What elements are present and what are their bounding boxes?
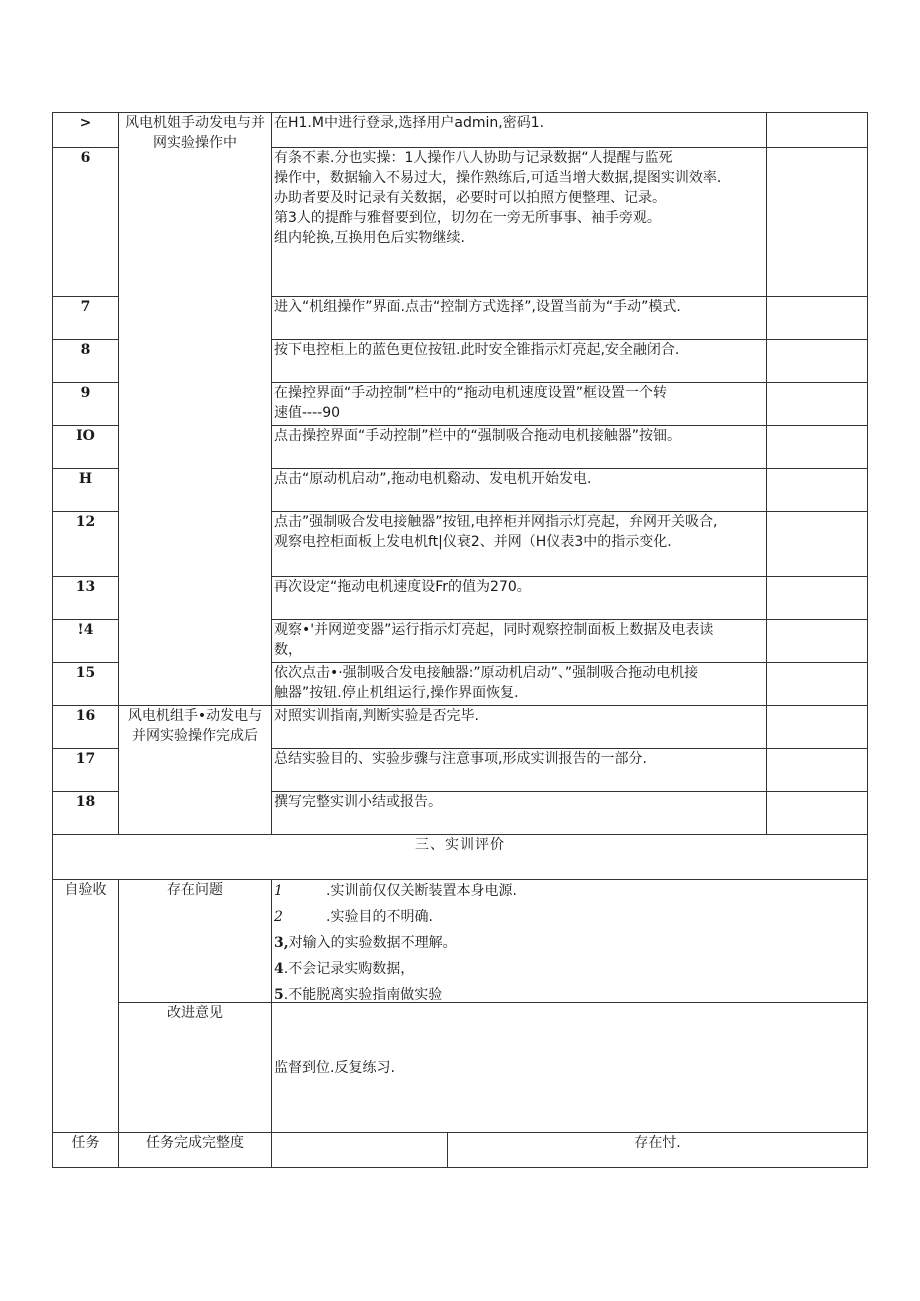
step-number: 13 — [53, 577, 119, 620]
problem-item — [274, 880, 865, 906]
remark-cell — [767, 792, 868, 835]
stage-text: 风电机组手•动发电与并网实验操作完成后 — [127, 708, 263, 744]
remark-cell — [767, 113, 868, 148]
problem-text: .实验目的不明确. — [326, 909, 433, 925]
step-number: 16 — [53, 706, 119, 749]
problem-text: 对输入的实验数据不理解。 — [288, 935, 457, 951]
remark-cell — [767, 620, 868, 663]
step-line: 第3人的提酢与雅督要到位，切勿在一旁无所事事、袖手旁观。 — [274, 210, 661, 226]
remark-cell — [767, 297, 868, 340]
exist-label: 存在忖. — [448, 1133, 868, 1168]
step-number: 7 — [53, 297, 119, 340]
advice-text: 监督到位.反复练习. — [274, 1059, 395, 1076]
remark-cell — [767, 706, 868, 749]
step-line: 观察•'并网逆变器”运行指示灯亮起，同时观察控制面板上数据及电表读 — [274, 622, 714, 638]
problems-list — [272, 880, 868, 1003]
remark-cell — [767, 340, 868, 383]
step-number: 8 — [53, 340, 119, 383]
step-line: 对照实训指南,判断实验是否完毕. — [274, 708, 479, 724]
step-line: 操作中，数据输入不易过大，操作熟练后,可适当增大数据,提图实训效率. — [274, 170, 722, 186]
step-content — [272, 663, 767, 706]
problem-text: .不会记录实购数据， — [283, 961, 415, 977]
section-row — [53, 835, 868, 880]
problem-text: .不能脱离实验指南做实验 — [283, 987, 443, 1003]
step-number: > — [53, 113, 119, 148]
step-number: 12 — [53, 512, 119, 577]
step-content — [272, 620, 767, 663]
problem-text: .实训前仅仅关断装置本身电源. — [326, 883, 517, 899]
step-content — [272, 706, 767, 749]
step-content — [272, 383, 767, 426]
step-number: 18 — [53, 792, 119, 835]
stage-label-operation — [119, 113, 272, 706]
step-line: 办助者要及时记录有关数据，必要时可以拍照方便整理、记录。 — [274, 190, 666, 206]
step-row — [53, 113, 868, 148]
training-table — [52, 112, 868, 1168]
step-content — [272, 792, 767, 835]
step-content — [272, 340, 767, 383]
completion-value-cell — [272, 1133, 448, 1168]
step-line: 按下电控柜上的蓝色更位按钮.此时安全锥指示灯亮起,安全融闭合. — [274, 342, 680, 358]
step-line: 点击操控界面“手动控制”栏中的“强制吸合拖动电机接触器”按钿。 — [274, 428, 682, 444]
section-title: 三、实训评价 — [53, 835, 868, 880]
advice-content — [272, 1003, 868, 1133]
advice-row — [53, 1003, 868, 1133]
remark-cell — [767, 577, 868, 620]
footer-row — [53, 1133, 868, 1168]
completion-label: 任务完成完整度 — [119, 1133, 272, 1168]
problem-number: 2 — [274, 909, 283, 925]
step-number: 15 — [53, 663, 119, 706]
remark-cell — [767, 512, 868, 577]
step-line: 进入“机组操作”界面.点击“控制方式选择”,设置当前为“手动”模式. — [274, 299, 681, 315]
remark-cell — [767, 148, 868, 297]
step-line: 在H1.M中进行登录,选择用户admin,密码1. — [274, 115, 545, 131]
step-content — [272, 512, 767, 577]
step-number: H — [53, 469, 119, 512]
step-line: 依次点击•·强制吸合发电接触器:”原动机启动”、”强制吸合拖动电机接 — [274, 665, 699, 681]
step-content — [272, 749, 767, 792]
step-number: !4 — [53, 620, 119, 663]
step-row — [53, 706, 868, 749]
problem-number: 3, — [274, 935, 289, 951]
step-line: 撰写完整实训小结或报告。 — [274, 794, 442, 810]
stage-label-after — [119, 706, 272, 835]
problem-item — [274, 958, 865, 984]
step-line: 数， — [274, 642, 302, 658]
self-check-label: 自验收 — [53, 880, 119, 1133]
step-number: 6 — [53, 148, 119, 297]
step-line: 触器”按钮.停止机组运行,操作界面恢复. — [274, 685, 519, 701]
step-line: 有条不素.分也实操：1人操作八人协助与记录数据“人提醒与监死 — [274, 150, 673, 166]
problems-row — [53, 880, 868, 1003]
step-number: 9 — [53, 383, 119, 426]
step-line: 点击”强制吸合发电接触器”按钮,电捽柜并网指示灯亮起，弁网开关吸合, — [274, 514, 718, 530]
remark-cell — [767, 469, 868, 512]
step-line: 观察电控柜面板上发电机ft|仪衰2、并网（H仪表3中的指示变化. — [274, 534, 672, 550]
step-content — [272, 148, 767, 297]
step-line: 再次设定“拖动电机速度设Fr的值为270。 — [274, 579, 531, 595]
remark-cell — [767, 383, 868, 426]
problem-number: 4 — [274, 961, 284, 977]
remark-cell — [767, 663, 868, 706]
step-line: 总结实验目的、实验步骤与注意事项,形成实训报告的一部分. — [274, 751, 647, 767]
problem-item — [274, 906, 865, 932]
step-line: 在操控界面“手动控制”栏中的“拖动电机速度设置”框设置一个转 — [274, 385, 668, 401]
step-content — [272, 113, 767, 148]
problems-label: 存在问题 — [119, 880, 272, 1003]
step-content — [272, 577, 767, 620]
step-number: IO — [53, 426, 119, 469]
advice-label: 改进意见 — [119, 1003, 272, 1133]
task-label: 任务 — [53, 1133, 119, 1168]
remark-cell — [767, 426, 868, 469]
step-content — [272, 297, 767, 340]
problem-item — [274, 932, 865, 958]
step-content — [272, 426, 767, 469]
step-line: 点击“原动机启动”,拖动电机谿动、发电机开始发电. — [274, 471, 592, 487]
stage-text: 风电机姐手动发电与并网实验操作中 — [125, 115, 265, 151]
step-line: 速值----90 — [274, 405, 341, 421]
remark-cell — [767, 749, 868, 792]
problem-number: 5 — [274, 987, 284, 1003]
problem-number: 1 — [274, 883, 283, 899]
step-number: 17 — [53, 749, 119, 792]
step-content — [272, 469, 767, 512]
step-line: 组内轮换,互换用色后实物继续. — [274, 230, 465, 246]
